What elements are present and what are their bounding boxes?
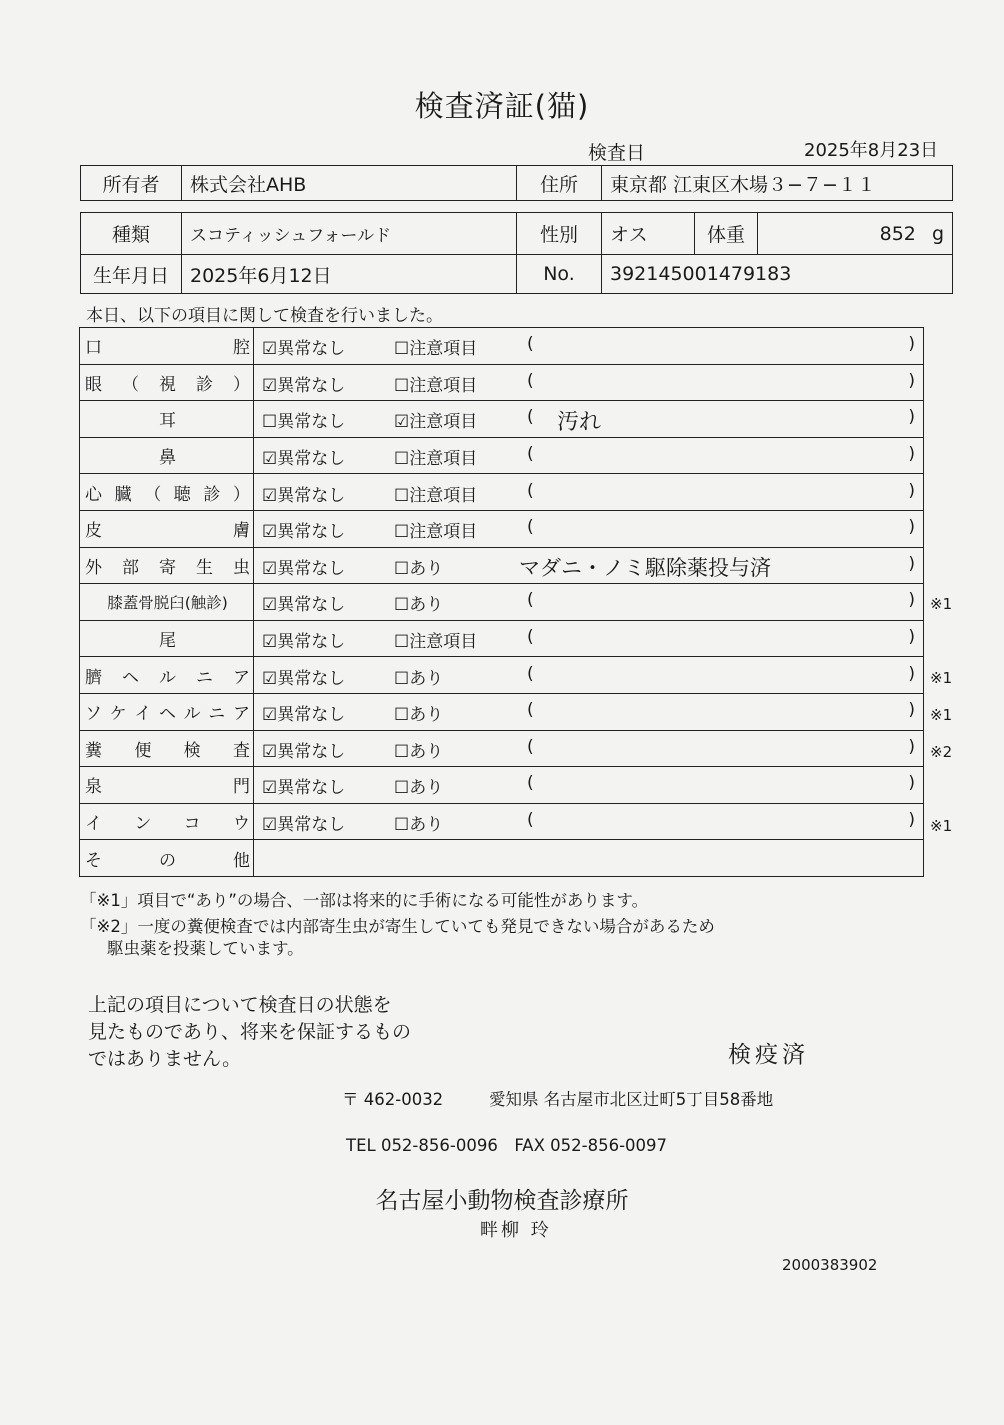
normal-checkbox[interactable]: ☑異常なし [262, 339, 346, 360]
open-paren: ( [527, 663, 534, 684]
birth-label: 生年月日 [81, 255, 182, 294]
open-paren: ( [527, 590, 534, 611]
check-item-text: ソ ケ イ ヘ ル ニ ア [85, 704, 250, 725]
check-item-label [80, 657, 254, 694]
check-item-label [80, 401, 254, 438]
check-options [254, 328, 924, 365]
close-paren: ) [908, 480, 915, 501]
normal-option-label: 異常なし [277, 595, 346, 616]
attention-option-label: 注意項目 [409, 339, 478, 360]
check-row [80, 364, 924, 401]
close-paren: ) [908, 517, 915, 538]
check-options [254, 437, 924, 474]
close-paren: ) [908, 810, 915, 831]
check-item-text: イ ン コ ウ [85, 814, 250, 835]
normal-option-label: 異常なし [277, 705, 346, 726]
check-options [254, 474, 924, 511]
check-item-text: 尾 [159, 631, 176, 652]
owner-table [80, 165, 953, 201]
clinic-address: 愛知県 名古屋市北区辻町5丁目58番地 [489, 1090, 774, 1109]
open-paren: ( [527, 334, 534, 355]
normal-option-label: 異常なし [277, 375, 346, 396]
normal-checkbox[interactable]: ☑異常なし [262, 595, 346, 616]
attention-checkbox[interactable]: ☐あり [394, 741, 444, 762]
attention-option-label: あり [409, 668, 444, 689]
footnote-mark: ※1 [930, 706, 953, 724]
other-label: そ の 他 [80, 840, 254, 877]
check-options [254, 657, 924, 694]
weight-value: 852 [879, 222, 916, 245]
normal-checkbox[interactable]: ☑異常なし [262, 449, 346, 470]
normal-option-label: 異常なし [277, 632, 346, 653]
open-paren: ( [527, 736, 534, 757]
close-paren: ) [908, 444, 915, 465]
check-item-label [80, 803, 254, 840]
attention-checkbox[interactable]: ☐あり [394, 668, 444, 689]
open-paren: ( [527, 517, 534, 538]
close-paren: ) [908, 334, 915, 355]
owner-label: 所有者 [81, 166, 182, 201]
check-item-label [80, 693, 254, 730]
owner-address: 東京都 江東区木場３−７−１１ [602, 166, 953, 201]
other-notes [254, 840, 924, 877]
check-item-text: 膝蓋骨脱臼(触診) [107, 593, 228, 612]
close-paren: ) [908, 370, 915, 391]
check-row [80, 510, 924, 547]
normal-checkbox[interactable]: ☑異常なし [262, 815, 346, 836]
attention-option-label: あり [409, 558, 444, 579]
close-paren: ) [908, 553, 915, 574]
close-paren: ) [908, 773, 915, 794]
check-row [80, 767, 924, 804]
open-paren: ( [527, 627, 534, 648]
check-item-label [80, 730, 254, 767]
close-paren: ) [908, 627, 915, 648]
check-options [254, 584, 924, 621]
check-item-text: 泉 門 [85, 777, 250, 798]
attention-checkbox[interactable]: ☐注意項目 [394, 449, 478, 470]
weight-label: 体重 [695, 213, 758, 255]
open-paren: ( [527, 370, 534, 391]
attention-checkbox[interactable]: ☐あり [394, 705, 444, 726]
other-row [80, 840, 924, 877]
normal-option-label: 異常なし [277, 741, 346, 762]
check-row [80, 620, 924, 657]
normal-checkbox[interactable]: ☑異常なし [262, 375, 346, 396]
close-paren: ) [908, 407, 915, 428]
attention-option-label: あり [409, 741, 444, 762]
check-item-text: 耳 [159, 411, 176, 432]
check-row [80, 437, 924, 474]
weight-cell [758, 213, 953, 255]
footnote-mark: ※1 [930, 669, 953, 687]
check-row [80, 547, 924, 584]
normal-checkbox[interactable]: ☑異常なし [262, 668, 346, 689]
check-item-text: 糞 便 検 査 [85, 740, 250, 761]
check-item-text: 心 臓 （ 聴 診 ） [85, 484, 250, 505]
exam-date: 2025年8月23日 [804, 140, 939, 161]
check-item-label [80, 328, 254, 365]
normal-checkbox[interactable]: ☑異常なし [262, 558, 346, 579]
exam-date-label: 検査日 [588, 142, 646, 164]
check-options [254, 547, 924, 584]
check-item-label [80, 767, 254, 804]
handwritten-note: 汚れ [557, 410, 602, 436]
check-item-label [80, 510, 254, 547]
inspection-table [79, 327, 924, 877]
open-paren: ( [527, 480, 534, 501]
normal-checkbox[interactable]: ☑異常なし [262, 522, 346, 543]
check-item-label [80, 474, 254, 511]
attention-option-label: 注意項目 [409, 522, 478, 543]
memo-text: マダニ・ノミ駆除薬投与済 [519, 555, 771, 580]
document-title: 検査済証(猫) [414, 89, 590, 123]
check-item-text: 皮 膚 [85, 521, 250, 542]
open-paren: ( [527, 773, 534, 794]
check-options [254, 767, 924, 804]
weight-unit: g [931, 222, 944, 245]
attention-checkbox[interactable]: ☐注意項目 [394, 485, 478, 506]
normal-option-label: 異常なし [277, 668, 346, 689]
check-options [254, 730, 924, 767]
attention-checkbox[interactable]: ☐あり [394, 558, 444, 579]
footnote-mark: ※1 [930, 817, 953, 835]
check-item-label [80, 364, 254, 401]
check-item-label [80, 584, 254, 621]
check-item-text: 眼 （ 視 診 ） [85, 374, 250, 395]
clinic-phone: TEL 052-856-0096 FAX 052-856-0097 [346, 1136, 668, 1155]
normal-option-label: 異常なし [277, 522, 346, 543]
check-row [80, 730, 924, 767]
normal-checkbox[interactable]: ☑異常なし [262, 778, 346, 799]
check-row [80, 584, 924, 621]
check-options [254, 364, 924, 401]
check-item-text: 鼻 [159, 448, 176, 469]
attention-checkbox[interactable]: ☐注意項目 [394, 339, 478, 360]
attention-option-label: 注意項目 [409, 449, 478, 470]
sex-label: 性別 [517, 213, 602, 255]
normal-checkbox[interactable]: ☑異常なし [262, 705, 346, 726]
serial-number: 2000383902 [782, 1256, 878, 1274]
breed-label: 種類 [81, 213, 182, 255]
check-item-text: 外 部 寄 生 虫 [85, 557, 250, 578]
check-options [254, 803, 924, 840]
check-item-text: 口 腔 [85, 338, 250, 359]
check-row [80, 474, 924, 511]
no-label: No. [517, 255, 602, 294]
vet-name: 畔柳 玲 [480, 1220, 552, 1241]
check-options [254, 693, 924, 730]
postal-code: 〒 462-0032 [342, 1090, 444, 1109]
footnote-mark: ※1 [930, 595, 953, 613]
open-paren: ( [527, 407, 534, 428]
normal-option-label: 異常なし [277, 815, 346, 836]
sex: オス [602, 213, 695, 255]
normal-checkbox[interactable]: ☑異常なし [262, 485, 346, 506]
check-item-label [80, 437, 254, 474]
check-row [80, 803, 924, 840]
breed: スコティッシュフォールド [182, 213, 517, 255]
attention-option-label: 注意項目 [409, 632, 478, 653]
microchip-no: 392145001479183 [602, 255, 953, 294]
close-paren: ) [908, 663, 915, 684]
normal-checkbox[interactable]: ☑異常なし [262, 741, 346, 762]
check-item-text: 臍 ヘ ル ニ ア [85, 667, 250, 688]
footnote-mark: ※2 [930, 743, 953, 761]
attention-option-label: 注意項目 [409, 412, 478, 433]
attention-checkbox[interactable]: ☐注意項目 [394, 375, 478, 396]
attention-option-label: 注意項目 [409, 485, 478, 506]
close-paren: ) [908, 700, 915, 721]
normal-option-label: 異常なし [277, 449, 346, 470]
footnote-3: 駆虫薬を投薬しています。 [107, 939, 304, 958]
normal-checkbox[interactable]: ☐異常なし [262, 412, 346, 433]
attention-option-label: 注意項目 [409, 375, 478, 396]
check-row [80, 328, 924, 365]
animal-table [80, 212, 953, 294]
quarantine-stamp: 検疫済 [728, 1042, 809, 1068]
check-options [254, 510, 924, 547]
attention-checkbox[interactable]: ☐注意項目 [394, 522, 478, 543]
attention-option-label: あり [409, 595, 444, 616]
attention-checkbox[interactable]: ☐注意項目 [394, 632, 478, 653]
close-paren: ) [908, 590, 915, 611]
declaration: 上記の項目について検査日の状態を 見たものであり、将来を保証するもの ではありません。 [88, 994, 412, 1070]
attention-checkbox[interactable]: ☐あり [394, 815, 444, 836]
check-row [80, 401, 924, 438]
check-row [80, 657, 924, 694]
address-label: 住所 [517, 166, 602, 201]
owner-name: 株式会社AHB [182, 166, 517, 201]
check-options [254, 620, 924, 657]
clinic-name: 名古屋小動物検査診療所 [375, 1188, 629, 1214]
normal-option-label: 異常なし [277, 778, 346, 799]
normal-checkbox[interactable]: ☑異常なし [262, 632, 346, 653]
birth-date: 2025年6月12日 [182, 255, 517, 294]
attention-option-label: あり [409, 815, 444, 836]
close-paren: ) [908, 736, 915, 757]
normal-option-label: 異常なし [277, 412, 346, 433]
check-item-label [80, 620, 254, 657]
attention-option-label: あり [409, 705, 444, 726]
intro-text: 本日、以下の項目に関して検査を行いました。 [86, 306, 443, 326]
attention-checkbox[interactable]: ☐あり [394, 595, 444, 616]
normal-option-label: 異常なし [277, 339, 346, 360]
attention-option-label: あり [409, 778, 444, 799]
attention-checkbox[interactable]: ☑注意項目 [394, 412, 478, 433]
open-paren: ( [527, 810, 534, 831]
check-item-label [80, 547, 254, 584]
check-row [80, 693, 924, 730]
footnote-2: 「※2」一度の糞便検査では内部寄生虫が寄生していても発見できない場合があるため [80, 917, 715, 936]
normal-option-label: 異常なし [277, 485, 346, 506]
normal-option-label: 異常なし [277, 558, 346, 579]
check-options [254, 401, 924, 438]
footnote-1: 「※1」項目で“あり”の場合、一部は将来的に手術になる可能性があります。 [80, 891, 649, 910]
open-paren: ( [527, 700, 534, 721]
open-paren: ( [527, 444, 534, 465]
attention-checkbox[interactable]: ☐あり [394, 778, 444, 799]
